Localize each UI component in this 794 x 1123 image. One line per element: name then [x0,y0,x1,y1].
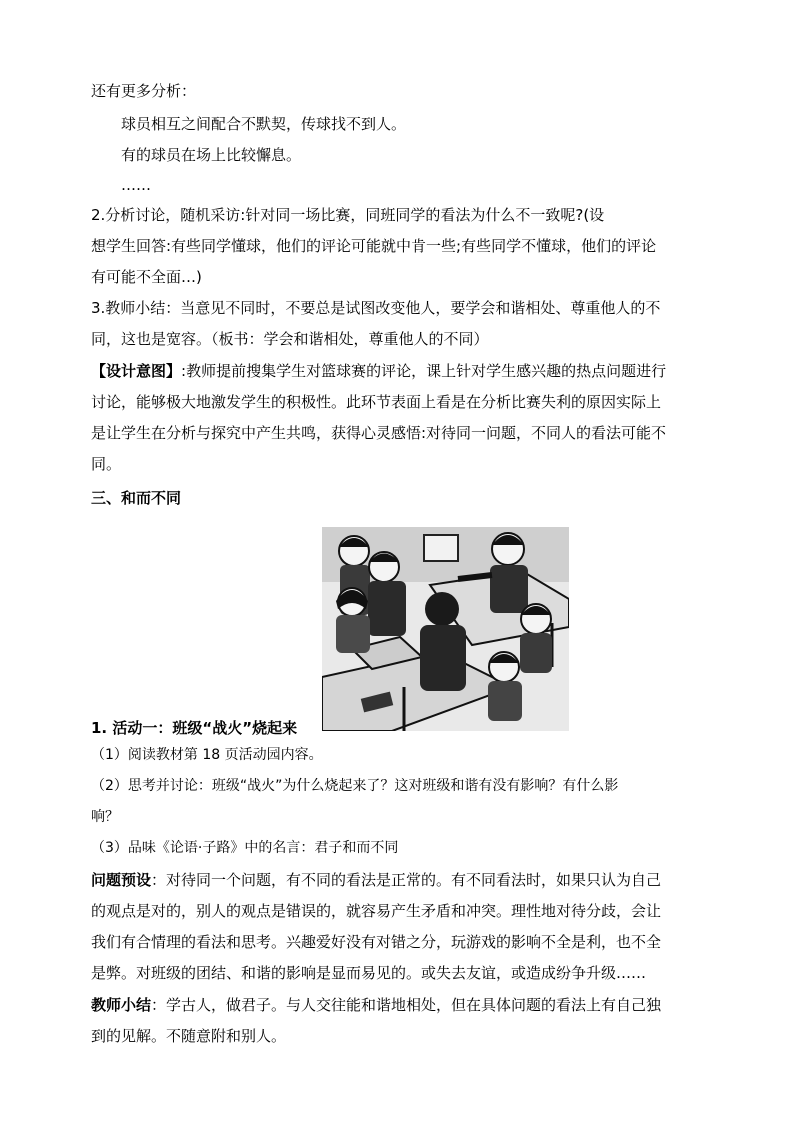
text-line: 想学生回答:有些同学懂球，他们的评论可能就中肯一些;有些同学不懂球，他们的评论 [91,237,657,255]
activity-step-1: （1）阅读教材第 18 页活动园内容。 [91,747,323,763]
question-preset-text: ：对待同一个问题，有不同的看法是正常的。有不同看法时，如果只认为自己 [151,871,662,889]
activity-title: 1. 活动一：班级“战火”烧起来 [91,719,298,737]
classroom-argument-illustration [322,527,569,731]
activity-step-2: （2）思考并讨论：班级“战火”为什么烧起来了？这对班级和谐有没有影响？有什么影 [91,778,619,794]
text-line: 2.分析讨论，随机采访:针对同一场比赛，同班同学的看法为什么不一致呢?(设 [91,206,605,224]
text-line: 同，这也是宽容。（板书：学会和谐相处，尊重他人的不同） [91,330,489,348]
teacher-summary-label: 教师小结 [91,996,152,1014]
text-line: 是弊。对班级的团结、和谐的影响是显而易见的。或失去友谊，或造成纷争升级…… [91,964,647,982]
design-intent-label: 【设计意图】 [91,362,182,380]
text-line [91,869,661,891]
text-line: 的观点是对的，别人的观点是错误的，就容易产生矛盾和冲突。理性地对待分歧，会让 [91,902,662,920]
text-line: 有可能不全面…) [91,268,202,286]
ellipsis: …… [121,176,151,194]
text-line [91,360,666,382]
section-title: 三、和而不同 [91,489,182,507]
text-line: 有的球员在场上比较懈息。 [121,146,302,164]
text-line [91,994,661,1016]
activity-step-3: （3）品味《论语·子路》中的名言：君子和而不同 [91,840,399,856]
text-line: 到的见解。不随意附和别人。 [91,1027,287,1045]
text-line: 响？ [91,809,119,825]
question-preset-label: 问题预设 [91,871,152,889]
teacher-summary-text: ：学古人，做君子。与人交往能和谐地相处，但在具体问题的看法上有自己独 [151,996,662,1014]
text-line: 讨论，能够极大地激发学生的积极性。此环节表面上看是在分析比赛失利的原因实际上 [91,393,662,411]
text-line: 还有更多分析： [91,82,197,100]
text-line: 球员相互之间配合不默契，传球找不到人。 [121,115,407,133]
text-line: 同。 [91,455,122,473]
design-intent-text: :教师提前搜集学生对篮球赛的评论，课上针对学生感兴趣的热点问题进行 [181,362,667,380]
text-line: 是让学生在分析与探究中产生共鸣，获得心灵感悟:对待同一问题，不同人的看法可能不 [91,424,667,442]
text-line: 我们有合情理的看法和思考。兴趣爱好没有对错之分，玩游戏的影响不全是利，也不全 [91,933,662,951]
text-line: 3.教师小结：当意见不同时，不要总是试图改变他人，要学会和谐相处、尊重他人的不 [91,299,661,317]
